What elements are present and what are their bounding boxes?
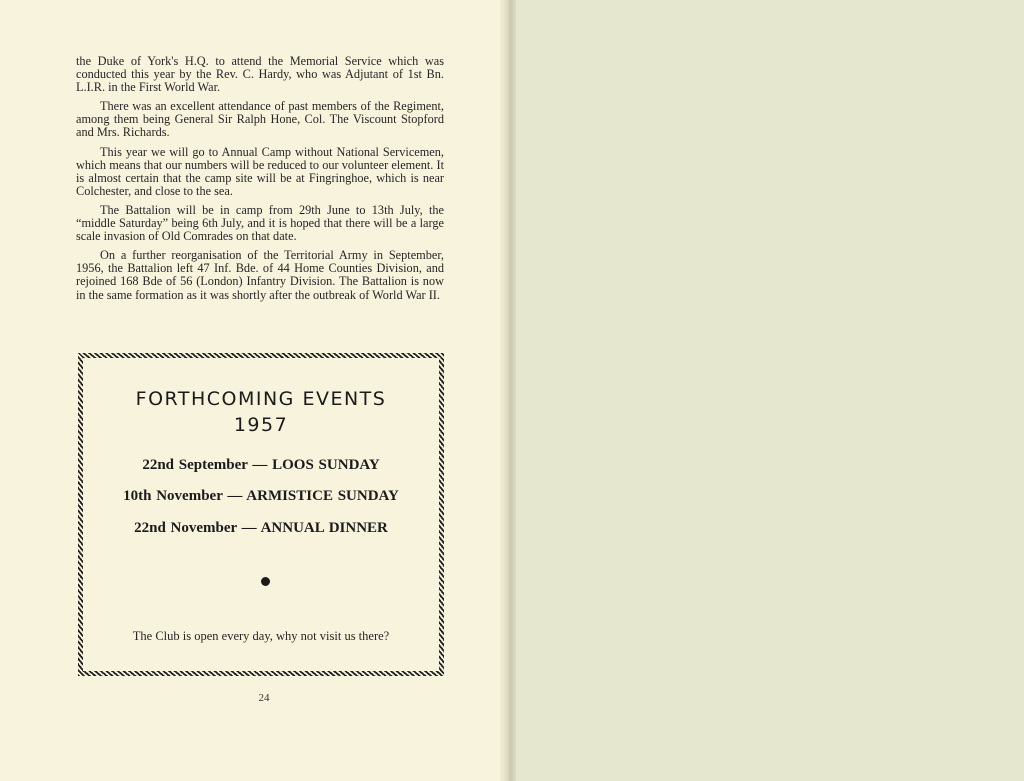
page-number: 24 — [258, 692, 270, 704]
left-page — [0, 0, 508, 781]
events-title: FORTHCOMING EVENTS — [135, 388, 387, 410]
paragraph-5: On a further reorganisation of the Territorial Army in September, 1956, the Battalion left 47 Inf. Bde. of 44 Home Counties Division, and rejoined 168 Bde of 56 (London) Infantry Division. The Battalion is now in the same formation as it was shortly after the outbreak of World War II. — [76, 248, 444, 302]
club-note: The Club is open every day, why not visit us there? — [132, 629, 390, 643]
event-annual-dinner: 22nd November — ANNUAL DINNER — [134, 520, 388, 536]
events-year: 1957 — [233, 414, 289, 436]
body-text — [76, 55, 444, 308]
paragraph-3: This year we will go to Annual Camp without National Servicemen, which means that our numbers will be reduced to our volunteer element. It is almost certain that the camp site will be at Fingringhoe, which is near Colchester, and close to the sea. — [76, 144, 444, 198]
paragraph-1: the Duke of York's H.Q. to attend the Memorial Service which was conducted this year by the Rev. C. Hardy, who was Adjutant of 1st Bn. L.I.R. in the First World War. — [76, 54, 444, 95]
event-armistice-sunday: 10th November — ARMISTICE SUNDAY — [123, 488, 399, 504]
forthcoming-events-box — [78, 353, 444, 676]
bullet-dot-icon — [261, 577, 270, 586]
paragraph-4: The Battalion will be in camp from 29th June to 13th July, the “middle Saturday” being 6th July, and it is hoped that there will be a large scale invasion of Old Comrades on that date. — [76, 202, 444, 244]
event-loos-sunday: 22nd September — LOOS SUNDAY — [142, 457, 380, 473]
right-page-blank — [516, 0, 1024, 781]
paragraph-2: There was an excellent attendance of past members of the Regiment, among them being General Sir Ralph Hone, Col. The Viscount Stopford and Mrs. Richards. — [76, 99, 444, 140]
